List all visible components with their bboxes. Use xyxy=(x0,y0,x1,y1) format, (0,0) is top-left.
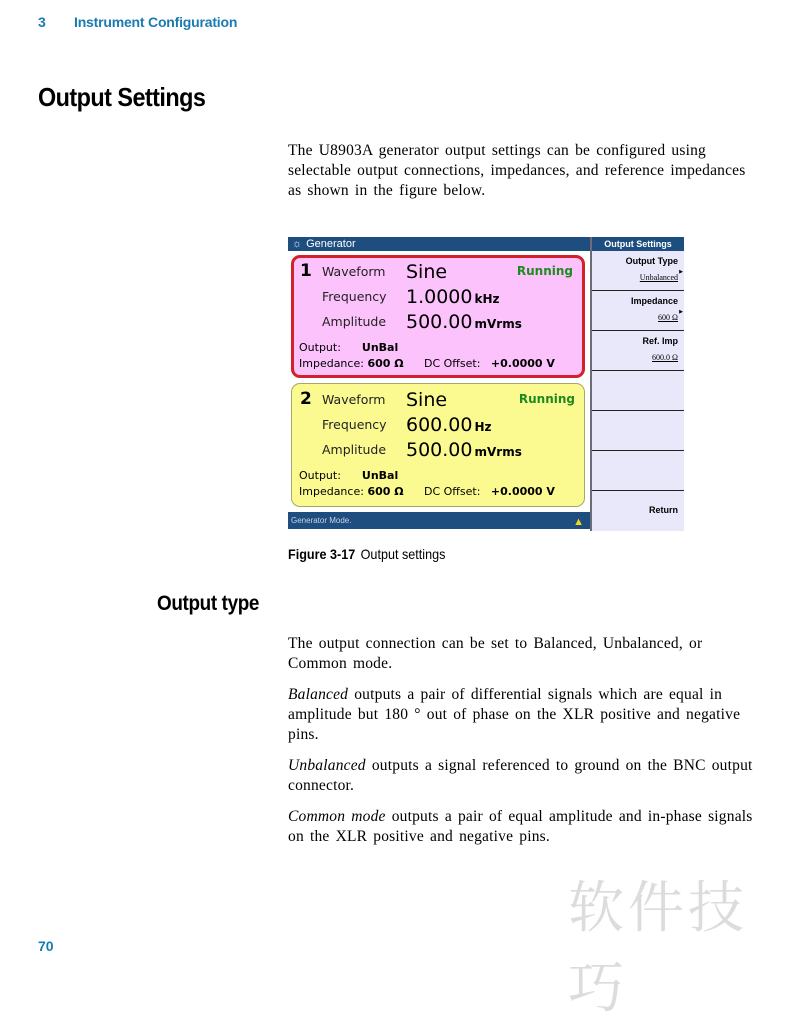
output-value: UnBal xyxy=(361,341,399,354)
channel-2-panel[interactable] xyxy=(291,383,585,507)
chapter-header xyxy=(38,14,237,30)
paragraph: The output connection can be set to Balanced, Unbalanced, or Common mode. xyxy=(288,635,703,672)
frequency-unit: kHz xyxy=(474,292,500,306)
amplitude-label: Amplitude xyxy=(322,442,387,457)
generator-title: Generator xyxy=(306,238,356,250)
dc-offset-value: +0.0000 V xyxy=(490,357,555,370)
impedance-value: 600 Ω xyxy=(367,485,404,498)
status-badge: Running xyxy=(518,392,575,406)
frequency-unit: Hz xyxy=(474,420,492,434)
softkey-empty-6[interactable] xyxy=(592,451,684,491)
channel-1-panel[interactable] xyxy=(291,255,585,378)
frequency-label: Frequency xyxy=(322,289,387,304)
waveform-value: Sine xyxy=(406,389,448,411)
chapter-number: 3 xyxy=(38,14,46,30)
amplitude-unit: mVrms xyxy=(474,445,522,459)
frequency-label: Frequency xyxy=(322,417,387,432)
softkey-menu xyxy=(590,237,684,531)
subsection-title: Output type xyxy=(157,592,260,615)
term: Unbalanced xyxy=(288,757,366,774)
softkey-return[interactable]: Return xyxy=(649,505,678,515)
channel-number: 2 xyxy=(300,389,312,409)
warning-icon: ▲ xyxy=(573,516,584,528)
dc-offset-field: DC Offset: +0.0000 V xyxy=(424,357,555,370)
status-badge: Running xyxy=(516,264,573,278)
intro-text: The U8903A generator output settings can be configured using selectable output connections, impedances, and reference impedances as shown in the figure below. xyxy=(288,142,746,199)
output-value: UnBal xyxy=(361,469,399,482)
generator-icon: ☼ xyxy=(292,238,303,250)
amplitude-label: Amplitude xyxy=(322,314,387,329)
chapter-title: Instrument Configuration xyxy=(74,14,238,30)
watermark: 软件技巧 xyxy=(568,876,748,1021)
term: Common mode xyxy=(288,808,386,825)
frequency-value: 600.00 Hz xyxy=(406,414,492,436)
intro-paragraph xyxy=(288,141,758,212)
submenu-arrow-icon: ▶ xyxy=(679,269,683,275)
submenu-arrow-icon: ▶ xyxy=(679,309,683,315)
softkey-menu-title: Output Settings xyxy=(592,237,684,251)
paragraph-balanced: Balanced outputs a pair of differential signals which are equal in amplitude but 180 ° out of phase on the XLR positive and negative pins. xyxy=(288,686,741,743)
waveform-label: Waveform xyxy=(322,264,386,279)
dc-offset-value: +0.0000 V xyxy=(490,485,555,498)
paragraph-common-mode: Common mode outputs a pair of equal amplitude and in-phase signals on the XLR positive and negative pins. xyxy=(288,808,753,845)
softkey-ref-imp[interactable]: Ref. Imp 600.0 Ω xyxy=(592,331,684,371)
waveform-value: Sine xyxy=(406,261,448,283)
softkey-empty-5[interactable] xyxy=(592,411,684,451)
softkey-output-type[interactable]: Output Type ▶ Unbalanced xyxy=(592,251,684,291)
impedance-field: Impedance: 600 Ω xyxy=(299,485,404,498)
frequency-value: 1.0000 kHz xyxy=(406,286,500,308)
term: Balanced xyxy=(288,686,349,703)
impedance-value: 600 Ω xyxy=(367,357,404,370)
impedance-field: Impedance: 600 Ω xyxy=(299,357,404,370)
waveform-label: Waveform xyxy=(322,392,386,407)
output-type-description xyxy=(288,634,758,858)
amplitude-value: 500.00 mVrms xyxy=(406,311,522,333)
instrument-screen xyxy=(288,237,684,531)
output-field: Output: UnBal xyxy=(299,469,399,482)
section-title: Output Settings xyxy=(38,82,206,112)
figure-label: Figure 3-17 xyxy=(288,546,356,562)
amplitude-value: 500.00 mVrms xyxy=(406,439,522,461)
channel-number: 1 xyxy=(300,261,312,281)
status-text: Generator Mode. xyxy=(291,516,352,525)
output-field: Output: UnBal xyxy=(299,341,399,354)
status-bar xyxy=(288,512,590,529)
figure-caption-text: Output settings xyxy=(360,546,446,562)
softkey-impedance[interactable]: Impedance ▶ 600 Ω xyxy=(592,291,684,331)
dc-offset-field: DC Offset: +0.0000 V xyxy=(424,485,555,498)
page-number: 70 xyxy=(38,938,54,954)
generator-title-bar xyxy=(288,237,590,251)
amplitude-unit: mVrms xyxy=(474,317,522,331)
paragraph-unbalanced: Unbalanced outputs a signal referenced to ground on the BNC output connector. xyxy=(288,757,753,794)
figure-caption xyxy=(288,546,445,562)
softkey-empty-4[interactable] xyxy=(592,371,684,411)
